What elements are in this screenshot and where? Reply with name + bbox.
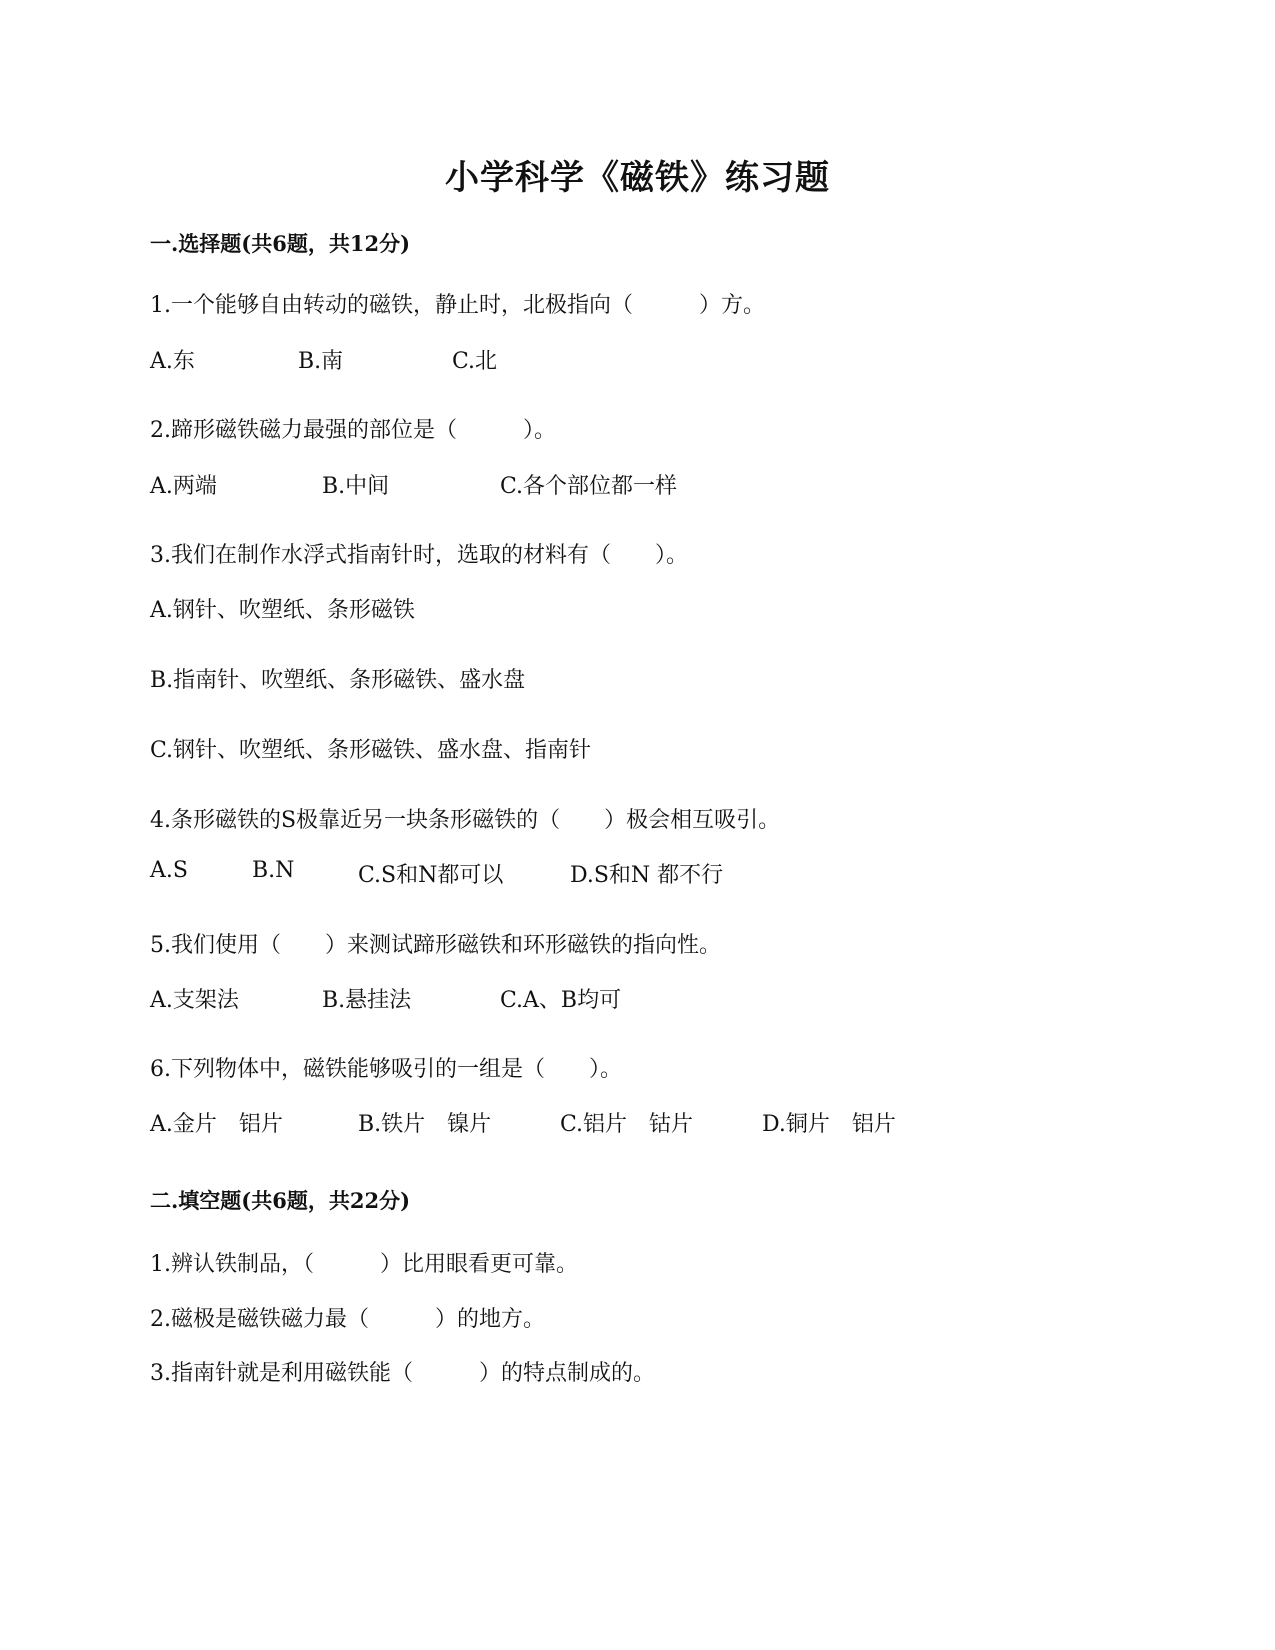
fill-question-2: 2.磁极是磁铁磁力最（ ）的地方。 [150, 1307, 545, 1332]
question-1-options [150, 344, 1150, 374]
page-title: 小学科学《磁铁》练习题 [445, 158, 830, 198]
option-a: A.东 [150, 349, 195, 374]
option-c: C.各个部位都一样 [500, 474, 678, 499]
question-1-stem: 1.一个能够自由转动的磁铁，静止时，北极指向（ ）方。 [150, 293, 765, 318]
option-a: A.两端 [150, 474, 217, 499]
question-6-options [150, 1107, 1150, 1137]
option-b: B.N [252, 858, 295, 883]
option-c: C.A、B均可 [500, 988, 622, 1013]
option-c: C.S和N都可以 [358, 863, 504, 888]
option-a: A.金片 铝片 [150, 1112, 283, 1137]
option-a: A.S [150, 858, 188, 883]
question-5-stem: 5.我们使用（ ）来测试蹄形磁铁和环形磁铁的指向性。 [150, 933, 721, 958]
fill-question-1: 1.辨认铁制品，（ ）比用眼看更可靠。 [150, 1252, 578, 1277]
question-6-stem: 6.下列物体中，磁铁能够吸引的一组是（ ）。 [150, 1057, 622, 1082]
option-b: B.悬挂法 [322, 988, 412, 1013]
option-c: C.铝片 钴片 [560, 1112, 694, 1137]
question-3-stem: 3.我们在制作水浮式指南针时，选取的材料有（ ）。 [150, 543, 688, 568]
question-2-stem: 2.蹄形磁铁磁力最强的部位是（ ）。 [150, 418, 556, 443]
option-b: B.南 [298, 349, 344, 374]
option-a: A.钢针、吹塑纸、条形磁铁 [150, 598, 415, 623]
option-c: C.北 [452, 349, 498, 374]
question-5-options [150, 983, 1150, 1013]
option-d: D.S和N 都不行 [570, 863, 724, 888]
option-b: B.铁片 镍片 [358, 1112, 492, 1137]
question-4-stem: 4.条形磁铁的S极靠近另一块条形磁铁的（ ）极会相互吸引。 [150, 808, 781, 833]
question-4-options [150, 858, 1150, 888]
option-c: C.钢针、吹塑纸、条形磁铁、盛水盘、指南针 [150, 738, 592, 763]
option-b: B.中间 [322, 474, 390, 499]
option-a: A.支架法 [150, 988, 239, 1013]
section-heading-fill-blank: 二.填空题(共6题，共22分) [150, 1188, 411, 1213]
option-b: B.指南针、吹塑纸、条形磁铁、盛水盘 [150, 668, 526, 693]
fill-question-3: 3.指南针就是利用磁铁能（ ）的特点制成的。 [150, 1361, 655, 1386]
section-heading-choice: 一.选择题(共6题，共12分) [150, 231, 411, 256]
option-d: D.铜片 铝片 [762, 1112, 896, 1137]
question-2-options [150, 469, 1150, 499]
